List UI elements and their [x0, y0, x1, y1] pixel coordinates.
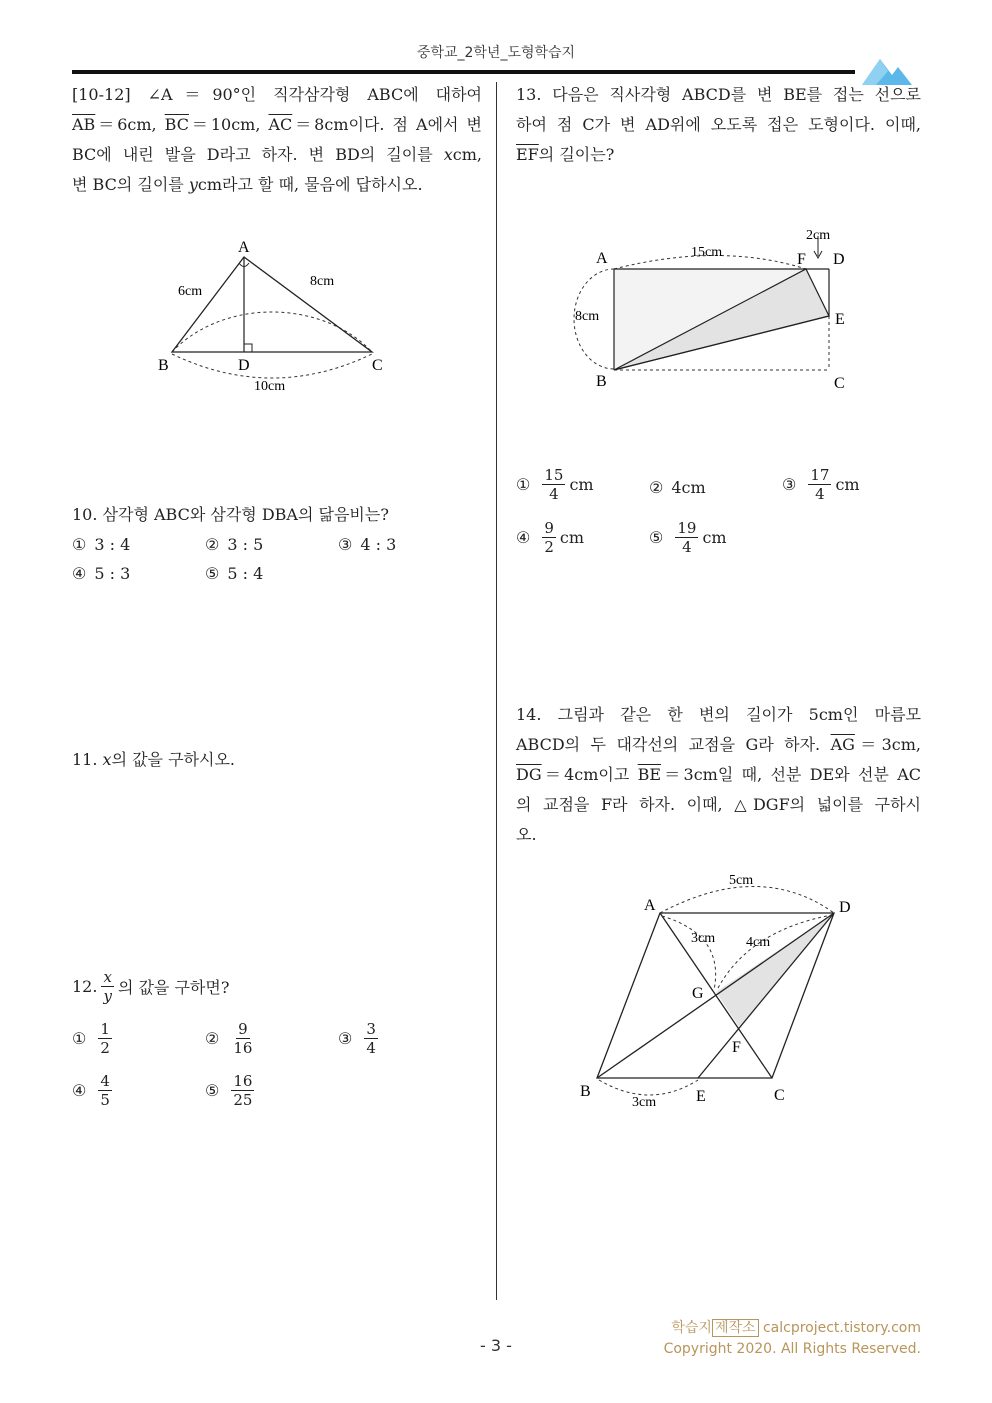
fig3-label-ag: 3cm	[691, 931, 716, 946]
option-value: 3 : 4	[94, 535, 131, 554]
q10-option-2[interactable]	[205, 535, 263, 554]
intro-text-fragment: cm,	[452, 145, 482, 164]
q10-question: 10. 삼각형 ABC와 삼각형 DBA의 닮음비는?	[72, 505, 389, 524]
q12-option-3[interactable]	[338, 1020, 382, 1057]
fig1-label-bc: 10cm	[254, 379, 286, 394]
fig3-label-d: D	[839, 899, 851, 916]
q12-question	[72, 968, 229, 1005]
footer-copyright: Copyright 2020. All Rights Reserved.	[663, 1341, 921, 1357]
option-fraction	[675, 519, 698, 556]
segment-bc: $\overline{BC}$	[164, 115, 189, 134]
q14-text: ＝3cm일 때, 선분 DE와 선분 AC	[661, 765, 922, 784]
option-fraction	[542, 466, 565, 503]
option-number: ④	[72, 1081, 87, 1100]
fraction-denominator: 5	[100, 1091, 110, 1109]
segment-dg: $\overline{DG}$	[516, 765, 542, 784]
option-number: ①	[516, 475, 531, 494]
option-unit: cm	[702, 528, 727, 547]
fig2-label-c: C	[834, 375, 845, 392]
intro-text-fragment: cm라고 할 때, 물음에 답하시오.	[197, 175, 423, 194]
option-unit: cm	[835, 475, 860, 494]
q12-option-2[interactable]	[205, 1020, 258, 1057]
figure-folded-rectangle	[570, 222, 860, 397]
segment-ef: $\overline{EF}$	[516, 145, 539, 164]
option-fraction	[542, 519, 556, 556]
fraction-numerator: 1	[100, 1020, 110, 1038]
q14-line-3	[516, 760, 921, 790]
fig3-label-b: B	[580, 1083, 591, 1100]
option-unit: cm	[559, 528, 585, 547]
q11-number: 11.	[72, 750, 103, 769]
fraction-denominator: y	[103, 987, 112, 1005]
q13-line-1: 13. 다음은 직사각형 ABCD를 변 BE를 접는 선으로	[516, 85, 921, 104]
option-number: ⑤	[205, 564, 220, 583]
q12-option-5[interactable]	[205, 1072, 258, 1109]
q14-question	[516, 700, 921, 850]
option-unit: cm	[569, 475, 594, 494]
fraction-denominator: 4	[682, 538, 692, 556]
footer-brand-text: 학습지	[671, 1320, 712, 1336]
q12-option-1[interactable]	[72, 1020, 116, 1057]
fig2-label-fd: 2cm	[806, 228, 831, 243]
figure-rhombus	[570, 862, 870, 1112]
option-number: ⑤	[205, 1081, 220, 1100]
q10-option-1[interactable]	[72, 535, 130, 554]
fig1-label-b: B	[158, 357, 169, 374]
q10-option-3[interactable]	[338, 535, 396, 554]
fraction-numerator: 9	[544, 519, 554, 537]
footer-brand-box: 제작소	[712, 1319, 759, 1337]
fraction-numerator: 17	[810, 466, 830, 484]
intro-text-fragment: 변 BC의 길이를	[72, 175, 189, 194]
q14-text: ＝3cm,	[854, 735, 921, 754]
fig3-label-e: E	[696, 1088, 706, 1105]
option-number: ③	[782, 475, 797, 494]
q13-option-1[interactable]	[516, 466, 594, 503]
footer-url[interactable]: calcproject.tistory.com	[762, 1320, 921, 1336]
option-fraction	[231, 1020, 254, 1057]
q14-line-4: 의 교점을 F라 하자. 이때, △DGF의 넓이를 구하시	[516, 795, 921, 814]
column-divider	[496, 82, 497, 1300]
option-number: ②	[205, 1029, 220, 1048]
option-value: 4 : 3	[360, 535, 397, 554]
var-x: x	[102, 750, 112, 769]
intro-text-fragment: BC에 내린 발을 D라고 하자. 변 BD의 길이를	[72, 145, 444, 164]
header-rule	[72, 70, 855, 74]
option-fraction	[98, 1072, 112, 1109]
fig2-label-a: A	[596, 250, 608, 267]
var-y: y	[188, 175, 198, 194]
intro-text-fragment: ＝6cm,	[95, 115, 165, 134]
fig1-label-ac: 8cm	[310, 274, 335, 289]
q11-text: 의 값을 구하시오.	[111, 750, 236, 769]
q14-line-2	[516, 730, 921, 760]
option-value: 4cm	[671, 478, 706, 497]
option-number: ②	[205, 535, 220, 554]
option-value: 5 : 4	[227, 564, 264, 583]
intro-line-2	[72, 110, 482, 140]
fig1-label-d: D	[238, 357, 250, 374]
intro-line-1: [10-12] ∠A＝90°인 직각삼각형 ABC에 대하여	[72, 85, 482, 104]
fraction-denominator: 25	[233, 1091, 253, 1109]
option-value: 5 : 3	[94, 564, 131, 583]
fig3-label-a: A	[644, 897, 656, 914]
option-number: ①	[72, 1029, 87, 1048]
intro-text-fragment: ＝8cm이다. 점 A에서 변	[292, 115, 482, 134]
fig1-label-ab: 6cm	[178, 284, 203, 299]
fig3-label-dg: 4cm	[746, 935, 771, 950]
option-number: ③	[338, 1029, 353, 1048]
q12-fraction	[101, 968, 113, 1005]
fraction-numerator: 4	[100, 1072, 110, 1090]
option-fraction	[364, 1020, 378, 1057]
var-x: x	[443, 145, 453, 164]
option-fraction	[808, 466, 831, 503]
q10-option-4[interactable]	[72, 564, 130, 583]
fig2-label-f: F	[797, 251, 806, 268]
option-number: ①	[72, 535, 87, 554]
fig2-label-ad: 15cm	[691, 245, 723, 260]
fraction-denominator: 16	[233, 1039, 253, 1057]
intro-text	[72, 80, 482, 200]
intro-line-4	[72, 170, 482, 200]
footer-brand	[671, 1317, 921, 1337]
q13-text: 의 길이는?	[538, 145, 615, 164]
option-number: ②	[649, 478, 664, 497]
q11-question	[72, 745, 235, 775]
fraction-numerator: 15	[544, 466, 564, 484]
q12-number: 12.	[72, 977, 98, 996]
q10-option-5[interactable]	[205, 564, 263, 583]
option-number: ⑤	[649, 528, 664, 547]
fig2-label-b: B	[596, 373, 607, 390]
fraction-numerator: 16	[233, 1072, 253, 1090]
q14-text: ABCD의 두 대각선의 교점을 G라 하자.	[516, 735, 831, 754]
q13-option-2[interactable]	[649, 478, 706, 497]
fig2-label-e: E	[835, 311, 845, 328]
segment-ac: $\overline{AC}$	[268, 115, 293, 134]
figure-right-triangle	[150, 232, 400, 397]
q14-line-5: 오.	[516, 825, 537, 844]
option-number: ④	[72, 564, 87, 583]
fraction-denominator: 2	[544, 538, 554, 556]
intro-line-3	[72, 140, 482, 170]
fraction-denominator: 4	[815, 485, 825, 503]
q13-question	[516, 80, 921, 170]
fraction-denominator: 4	[549, 485, 559, 503]
fraction-denominator: 2	[100, 1039, 110, 1057]
segment-ag: $\overline{AG}$	[830, 735, 855, 754]
q13-line-3	[516, 140, 921, 170]
option-fraction	[98, 1020, 112, 1057]
option-value: 3 : 5	[227, 535, 264, 554]
fig1-label-a: A	[238, 239, 250, 256]
q13-option-5[interactable]	[649, 519, 727, 556]
fraction-numerator: x	[103, 968, 112, 986]
fig3-label-be: 3cm	[632, 1095, 657, 1110]
q12-option-4[interactable]	[72, 1072, 116, 1109]
page-header-title: 중학교_2학년_도형학습지	[416, 45, 576, 61]
q13-option-4[interactable]	[516, 519, 584, 556]
q13-option-3[interactable]	[782, 466, 860, 503]
fig1-label-c: C	[372, 357, 383, 374]
q12-text: 의 값을 구하면?	[117, 978, 230, 997]
fig2-label-d: D	[833, 251, 845, 268]
q14-line-1: 14. 그림과 같은 한 변의 길이가 5cm인 마름모	[516, 705, 921, 724]
option-number: ③	[338, 535, 353, 554]
segment-ab: $\overline{AB}$	[72, 115, 96, 134]
fraction-numerator: 19	[677, 519, 697, 537]
q14-text: ＝4cm이고	[541, 765, 638, 784]
option-fraction	[231, 1072, 254, 1109]
fraction-numerator: 9	[238, 1020, 248, 1038]
fraction-numerator: 3	[366, 1020, 376, 1038]
fig2-label-ab: 8cm	[575, 309, 600, 324]
segment-be: $\overline{BE}$	[637, 765, 662, 784]
fraction-denominator: 4	[366, 1039, 376, 1057]
fig3-label-c: C	[774, 1087, 785, 1104]
option-number: ④	[516, 528, 531, 547]
intro-text-fragment: ＝10cm,	[188, 115, 269, 134]
page-number: - 3 -	[480, 1336, 512, 1355]
fig3-label-f: F	[732, 1039, 741, 1056]
fig3-label-ad: 5cm	[729, 873, 754, 888]
fig3-label-g: G	[692, 985, 704, 1002]
q13-line-2: 하여 점 C가 변 AD위에 오도록 접은 도형이다. 이때,	[516, 115, 921, 134]
